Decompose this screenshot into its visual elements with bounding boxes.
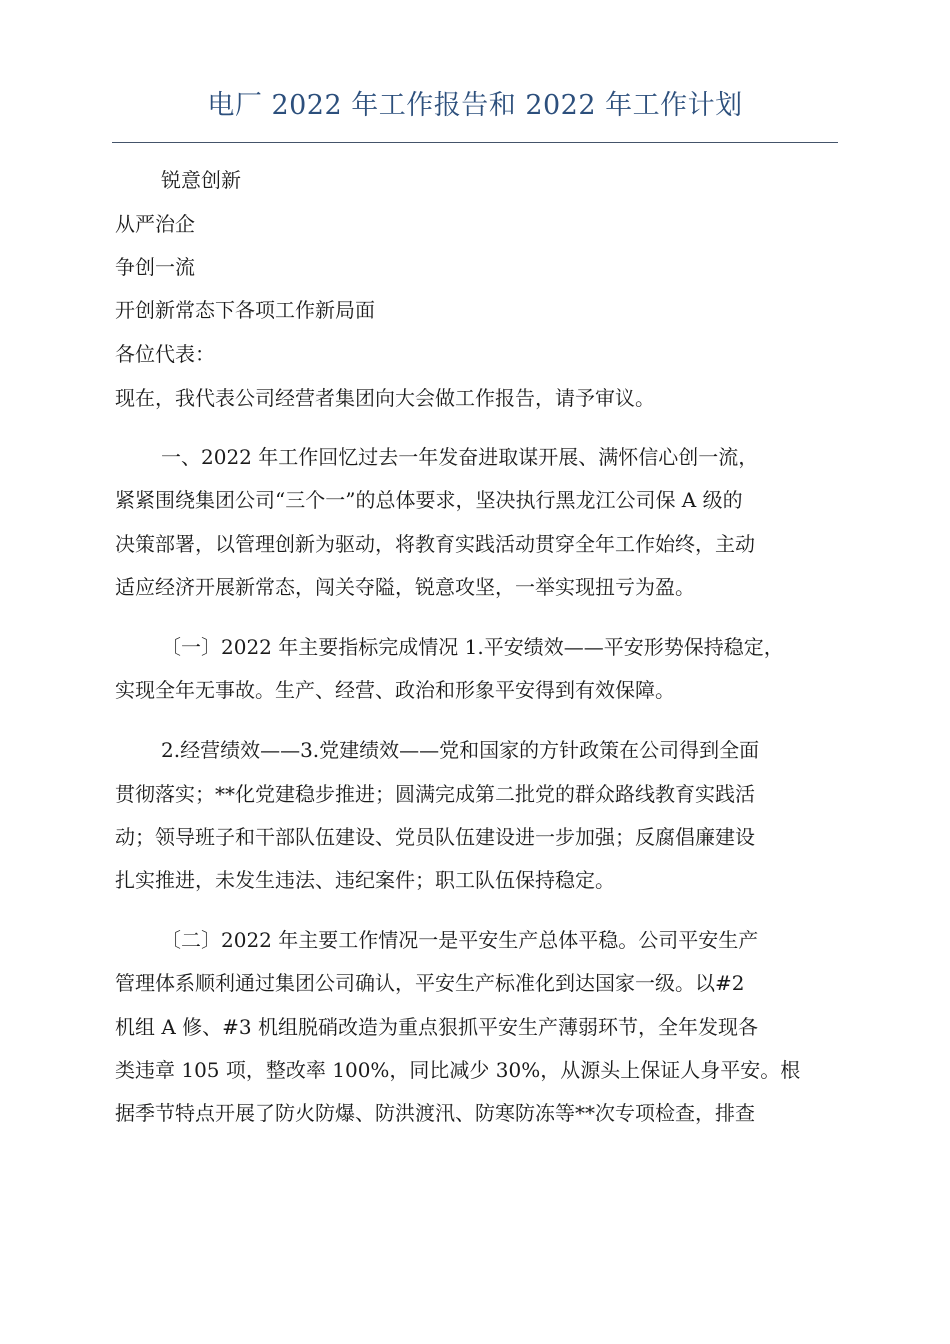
text-line: 适应经济开展新常态，闯关夺隘，锐意攻坚，一举实现扭亏为盈。 [115, 575, 695, 599]
text-line: 从严治企 [115, 212, 195, 236]
text-line: 争创一流 [115, 255, 195, 279]
text-line: 贯彻落实；**化党建稳步推进；圆满完成第二批党的群众路线教育实践活 [115, 782, 755, 806]
text-line: 各位代表： [115, 342, 215, 366]
text-line: 类违章 105 项，整改率 100%，同比减少 30%，从源头上保证人身平安。根 [115, 1058, 801, 1082]
text-line: 实现全年无事故。生产、经营、政治和形象平安得到有效保障。 [115, 678, 675, 702]
text-line: 现在，我代表公司经营者集团向大会做工作报告，请予审议。 [115, 386, 655, 410]
text-line: 机组 A 修、#3 机组脱硝改造为重点狠抓平安生产薄弱环节，全年发现各 [115, 1015, 758, 1039]
text-line: 〔二〕2022 年主要工作情况一是平安生产总体平稳。公司平安生产 [161, 928, 759, 952]
text-line: 开创新常态下各项工作新局面 [115, 298, 375, 322]
text-line: 据季节特点开展了防火防爆、防洪渡汛、防寒防冻等**次专项检查，排查 [115, 1101, 755, 1125]
document-title: 电厂 2022 年工作报告和 2022 年工作计划 [207, 90, 743, 121]
text-line: 锐意创新 [161, 168, 241, 192]
title-divider [112, 142, 838, 143]
text-line: 管理体系顺利通过集团公司确认，平安生产标准化到达国家一级。以#2 [115, 971, 745, 995]
text-line: 紧紧围绕集团公司“三个一”的总体要求，坚决执行黑龙江公司保 A 级的 [115, 488, 743, 512]
text-line: 一、2022 年工作回忆过去一年发奋进取谋开展、满怀信心创一流， [161, 445, 759, 469]
text-line: 动；领导班子和干部队伍建设、党员队伍建设进一步加强；反腐倡廉建设 [115, 825, 755, 849]
text-line: 〔一〕2022 年主要指标完成情况 1.平安绩效——平安形势保持稳定， [161, 635, 784, 659]
text-line: 决策部署，以管理创新为驱动，将教育实践活动贯穿全年工作始终，主动 [115, 532, 755, 556]
text-line: 2.经营绩效——3.党建绩效——党和国家的方针政策在公司得到全面 [161, 738, 760, 762]
text-line: 扎实推进，未发生违法、违纪案件；职工队伍保持稳定。 [115, 868, 615, 892]
